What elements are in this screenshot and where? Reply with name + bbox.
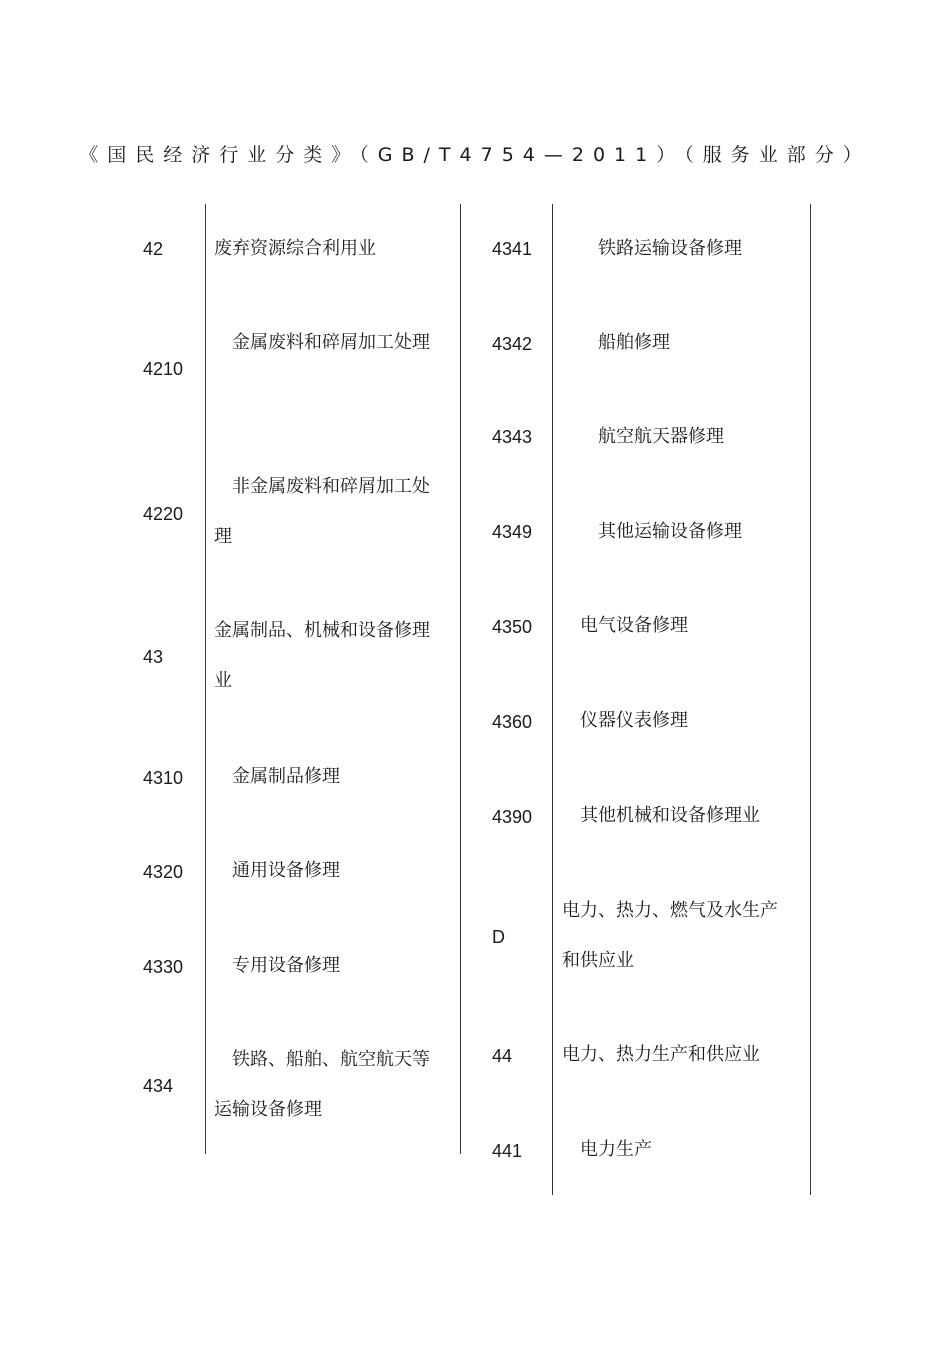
industry-name: 仪器仪表修理 [562,710,688,731]
industry-code: 4343 [492,427,533,447]
industry-code: 434 [143,1076,174,1096]
page-title: 《国民经济行业分类》（GB/T4754—2011）（服务业部分） [79,144,871,166]
industry-name: 电力、热力、燃气及水生产和供应业 [562,900,778,971]
industry-code: 42 [143,239,164,259]
industry-name: 其他机械和设备修理业 [562,805,760,826]
left-table-right-border [460,204,461,1154]
industry-code: 4320 [143,862,184,882]
industry-code: 4341 [492,239,533,259]
industry-code: D [492,927,505,947]
industry-code: 4390 [492,807,533,827]
industry-name: 专用设备修理 [214,955,340,976]
industry-code: 4350 [492,617,533,637]
right-table-right-border [810,204,811,1195]
industry-name: 铁路运输设备修理 [562,238,742,259]
industry-code: 4210 [143,359,184,379]
industry-name: 电力、热力生产和供应业 [562,1044,760,1065]
industry-name: 航空航天器修理 [562,426,724,447]
industry-code: 441 [492,1141,523,1161]
industry-name: 废弃资源综合利用业 [214,238,376,259]
industry-code: 4342 [492,334,533,354]
industry-name: 金属制品、机械和设备修理业 [214,620,430,691]
industry-code: 44 [492,1046,513,1066]
industry-code: 4349 [492,522,533,542]
industry-code: 4330 [143,957,184,977]
industry-name: 船舶修理 [562,332,670,353]
industry-name: 金属制品修理 [214,766,340,787]
right-table-divider [552,204,553,1195]
industry-name: 其他运输设备修理 [562,521,742,542]
industry-name: 非金属废料和碎屑加工处理 [214,476,430,547]
industry-name: 金属废料和碎屑加工处理 [214,332,430,353]
industry-code: 4310 [143,768,184,788]
industry-name: 电气设备修理 [562,615,688,636]
industry-code: 43 [143,647,164,667]
industry-name: 通用设备修理 [214,860,340,881]
left-table-divider [205,204,206,1154]
industry-name: 铁路、船舶、航空航天等运输设备修理 [214,1049,430,1120]
industry-code: 4360 [492,712,533,732]
industry-name: 电力生产 [562,1139,652,1160]
industry-code: 4220 [143,504,184,524]
